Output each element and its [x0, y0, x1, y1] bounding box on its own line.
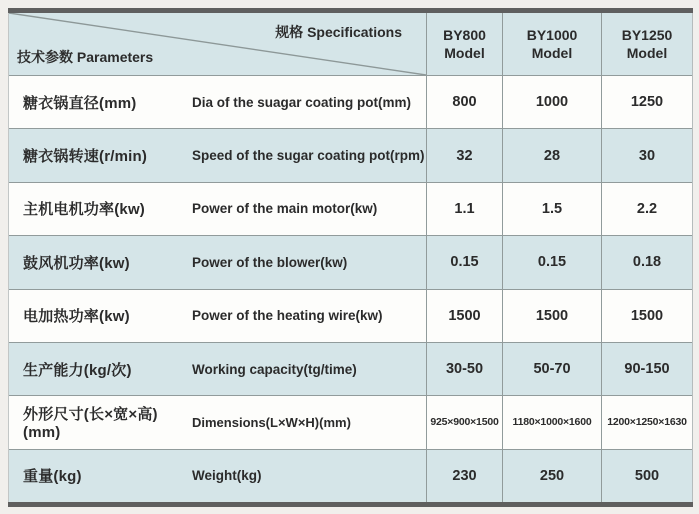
table-body — [9, 75, 692, 502]
table-row — [9, 182, 692, 235]
model-column-header — [601, 13, 692, 75]
model-word: Model — [626, 45, 668, 61]
value-by800: 230 — [426, 450, 502, 502]
parameter-label-cn: 糖衣锅直径(mm) — [23, 94, 137, 112]
model-word: Model — [444, 45, 485, 61]
parameter-cell — [9, 76, 426, 128]
value-by1250: 30 — [601, 129, 692, 181]
table-row — [9, 235, 692, 288]
value-by800: 32 — [426, 129, 502, 181]
parameter-label-en: Dia of the suagar coating pot(mm) — [192, 94, 412, 110]
table-row — [9, 342, 692, 395]
parameter-cell — [9, 343, 426, 395]
parameter-cell — [9, 290, 426, 342]
parameter-label-en: Weight(kg) — [192, 468, 262, 484]
parameter-cell — [9, 183, 426, 235]
table-row — [9, 289, 692, 342]
value-by1250: 1500 — [601, 290, 692, 342]
value-by1250: 0.18 — [601, 236, 692, 288]
parameter-label-en: Speed of the sugar coating pot(rpm) — [192, 148, 425, 164]
value-by1000: 1.5 — [502, 183, 601, 235]
parameter-label-cn: 电加热功率(kw) — [23, 308, 130, 326]
parameter-label-en: Dimensions(L×W×H)(mm) — [192, 414, 351, 430]
parameter-label-cn: 外形尺寸(长×宽×高)(mm) — [23, 406, 158, 442]
value-by800: 1500 — [426, 290, 502, 342]
value-by1000: 1000 — [502, 76, 601, 128]
parameter-label-en: Working capacity(tg/time) — [192, 361, 357, 377]
table-row — [9, 75, 692, 128]
value-by1250: 90-150 — [601, 343, 692, 395]
value-by800: 800 — [426, 76, 502, 128]
value-by800: 0.15 — [426, 236, 502, 288]
parameter-cell — [9, 450, 426, 502]
value-by1250: 500 — [601, 450, 692, 502]
value-by1000: 1500 — [502, 290, 601, 342]
model-name: BY800 — [443, 26, 486, 43]
value-by800: 30-50 — [426, 343, 502, 395]
value-by1250: 2.2 — [601, 183, 692, 235]
parameter-label-en: Power of the main motor(kw) — [192, 201, 378, 217]
parameter-label-cn: 主机电机功率(kw) — [23, 201, 146, 219]
parameter-cell — [9, 129, 426, 181]
parameter-label-en: Power of the heating wire(kw) — [192, 308, 383, 324]
table-header-row — [9, 13, 692, 75]
specifications-table — [8, 8, 693, 507]
value-by800: 1.1 — [426, 183, 502, 235]
value-by1000: 50-70 — [502, 343, 601, 395]
parameter-label-cn: 糖衣锅转速(r/min) — [23, 148, 148, 166]
parameter-label-cn: 重量(kg) — [23, 468, 82, 486]
value-by1000: 0.15 — [502, 236, 601, 288]
value-by1000: 250 — [502, 450, 601, 502]
table-row — [9, 128, 692, 181]
model-name: BY1250 — [621, 26, 673, 43]
table-row — [9, 395, 692, 448]
value-by1250: 1200×1250×1630 — [601, 396, 692, 448]
value-by1000: 28 — [502, 129, 601, 181]
parameter-label-en: Power of the blower(kw) — [192, 254, 348, 270]
header-specifications-label: 规格 Specifications — [275, 24, 402, 40]
model-headers — [426, 13, 692, 75]
value-by800: 925×900×1500 — [426, 396, 502, 448]
parameter-label-cn: 鼓风机功率(kw) — [23, 254, 130, 272]
header-parameters-label: 技术参数 Parameters — [17, 49, 154, 65]
header-corner-cell — [9, 13, 426, 75]
value-by1000: 1180×1000×1600 — [502, 396, 601, 448]
parameter-cell — [9, 396, 426, 448]
model-word: Model — [531, 45, 573, 61]
value-by1250: 1250 — [601, 76, 692, 128]
model-column-header — [426, 13, 502, 75]
model-column-header — [502, 13, 601, 75]
parameter-label-cn: 生产能力(kg/次) — [23, 361, 132, 379]
parameter-cell — [9, 236, 426, 288]
table-row — [9, 449, 692, 502]
table-bottom-border — [8, 502, 693, 507]
model-name: BY1000 — [526, 26, 578, 43]
